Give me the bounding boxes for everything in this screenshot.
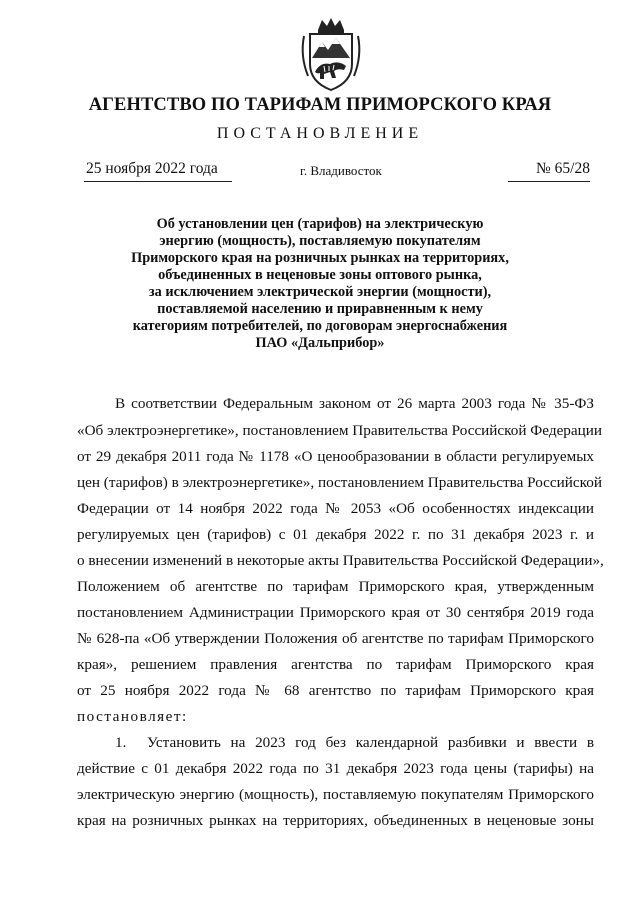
document-number: № 65/28 xyxy=(508,160,590,182)
item-text: Установить на 2023 год без календарной разбивки и ввести в xyxy=(147,734,594,751)
body-line: № 628-па «Об утверждении Положения об агентстве по тарифам Приморского xyxy=(77,630,594,647)
body-line: В соответствии Федеральным законом от 26 марта 2003 года № 35-ФЗ xyxy=(115,395,594,412)
document-type: ПОСТАНОВЛЕНИЕ xyxy=(216,125,424,142)
body-line: края», решением правления агентства по тарифам Приморского края xyxy=(77,656,594,673)
body-line: «Об электроэнергетике», постановлением Правительства Российской Федерации xyxy=(77,422,603,439)
document-date: 25 ноября 2022 года xyxy=(84,160,232,182)
body-line: цен (тарифов) в электроэнергетике», постановлением Правительства Российской xyxy=(77,474,602,491)
item-1-first-line xyxy=(115,731,594,755)
subject-line: Об установлении цен (тарифов) на электрическую xyxy=(156,216,484,232)
agency-title: АГЕНТСТВО ПО ТАРИФАМ ПРИМОРСКОГО КРАЯ xyxy=(88,95,552,115)
body-line: действие с 01 декабря 2022 года по 31 декабря 2023 года цены (тарифы) на xyxy=(77,760,594,777)
subject-line: объединенных в неценовые зоны оптового рынка, xyxy=(158,267,482,283)
body-line: электрическую энергию (мощность), поставляемую покупателям Приморского xyxy=(77,786,594,803)
subject-line: за исключением электрической энергии (мощности), xyxy=(148,284,492,300)
subject-line: категориям потребителей, по договорам энергоснабжения xyxy=(132,318,508,334)
body-line: регулируемых цен (тарифов) с 01 декабря 2022 г. по 31 декабря 2023 г. и xyxy=(77,526,594,543)
body-line: постановлением Администрации Приморского края от 30 сентября 2019 года xyxy=(77,604,594,621)
document-place: г. Владивосток xyxy=(300,163,382,178)
subject-line: поставляемой населению и приравненным к нему xyxy=(157,301,483,317)
body-line-resolves: постановляет: xyxy=(77,708,188,725)
item-number: 1. xyxy=(115,734,127,751)
coat-of-arms-icon xyxy=(298,16,364,94)
body-line: от 25 ноября 2022 года № 68 агентство по тарифам Приморского края xyxy=(77,682,594,699)
document-subject xyxy=(100,216,540,352)
body-line: о внесении изменений в некоторые акты Правительства Российской Федерации», xyxy=(77,552,604,569)
subject-line: Приморского края на розничных рынках на территориях, xyxy=(131,250,509,266)
body-line: края на розничных рынках на территориях, объединенных в неценовые зоны xyxy=(77,812,594,829)
body-line: Федерации от 14 ноября 2022 года № 2053 «Об особенностях индексации xyxy=(77,500,594,517)
subject-line: энергию (мощность), поставляемую покупателям xyxy=(159,233,481,249)
subject-line: ПАО «Дальприбор» xyxy=(255,335,385,351)
body-line: от 29 декабря 2011 года № 1178 «О ценообразовании в области регулируемых xyxy=(77,448,594,465)
body-line: Положением об агентстве по тарифам Приморского края, утвержденным xyxy=(77,578,594,595)
